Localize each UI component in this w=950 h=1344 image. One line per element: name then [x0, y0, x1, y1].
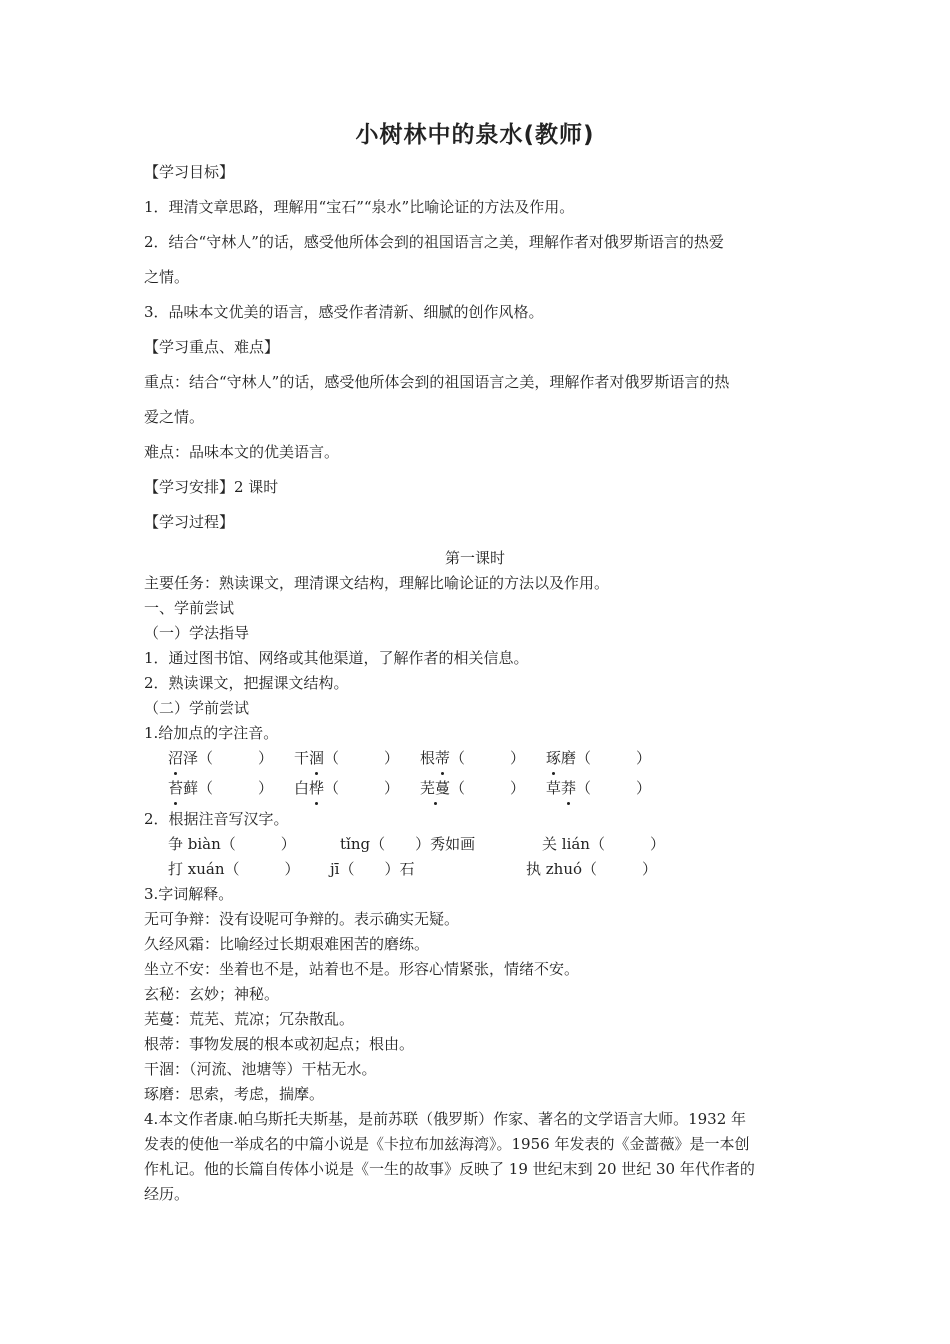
pinyin-item: 沼泽（ ）	[168, 749, 274, 767]
hanzi-item: 关 lián（ ）	[542, 835, 665, 853]
dotted-char: 沼	[168, 749, 184, 767]
lesson-heading: 第一课时	[444, 549, 505, 567]
guide-item-2: 2．熟读课文，把握课文结构。	[144, 674, 349, 692]
subsection-try: （二）学前尝试	[144, 699, 250, 717]
definition-item: 芜蔓：荒芜、荒凉；冗杂散乱。	[144, 1010, 355, 1028]
guide-item-1: 1．通过图书馆、网络或其他渠道，了解作者的相关信息。	[144, 649, 529, 667]
goal-item-3: 3．品味本文优美的语言，感受作者清新、细腻的创作风格。	[144, 303, 544, 321]
hanzi-item: 执 zhuó（ ）	[526, 860, 658, 878]
definition-item: 久经风霜：比喻经过长期艰难困苦的磨练。	[144, 935, 430, 953]
pinyin-item: 苔藓（ ）	[168, 779, 274, 797]
page-title: 小树林中的泉水(教师)	[355, 122, 595, 148]
dotted-char: 琢	[546, 749, 562, 767]
goal-item-2-cont: 之情。	[144, 268, 190, 286]
question-2: 2．根据注音写汉字。	[144, 810, 289, 828]
hanzi-item: jī（ ）石	[330, 860, 415, 878]
pinyin-item: 琢磨（ ）	[546, 749, 652, 767]
keypoint-text-cont: 爱之情。	[144, 408, 205, 426]
author-paragraph-line: 作札记。他的长篇自传体小说是《一生的故事》反映了 19 世纪末到 20 世纪 30 年代作者的	[144, 1160, 755, 1178]
pinyin-item: 根蒂（ ）	[420, 749, 526, 767]
definition-item: 根蒂：事物发展的根本或初起点；根由。	[144, 1035, 415, 1053]
definition-item: 坐立不安：坐着也不是，站着也不是。形容心情紧张，情绪不安。	[144, 960, 580, 978]
definition-item: 干涸：（河流、池塘等）干枯无水。	[144, 1060, 377, 1078]
difficulty-text: 难点：品味本文的优美语言。	[144, 443, 340, 461]
section-pre-study: 一、学前尝试	[144, 599, 235, 617]
author-paragraph-line: 经历。	[144, 1185, 190, 1203]
pinyin-item: 干涸（ ）	[294, 749, 400, 767]
author-paragraph-line: 4.本文作者康.帕乌斯托夫斯基，是前苏联（俄罗斯）作家、著名的文学语言大师。1932 年	[144, 1110, 747, 1128]
definition-item: 无可争辩：没有设呢可争辩的。表示确实无疑。	[144, 910, 460, 928]
dotted-char: 苔	[168, 779, 184, 797]
section-heading-process: 【学习过程】	[144, 513, 235, 531]
dotted-char: 蒂	[435, 749, 451, 767]
subsection-method: （一）学法指导	[144, 624, 250, 642]
hanzi-item: 争 biàn（ ）	[168, 835, 296, 853]
hanzi-item: tǐng（ ）秀如画	[340, 835, 476, 853]
hanzi-item: 打 xuán（ ）	[168, 860, 300, 878]
goal-item-1: 1．理清文章思路，理解用“宝石”“泉水”比喻论证的方法及作用。	[144, 198, 575, 216]
dotted-char: 芜蔓	[420, 779, 451, 797]
definition-item: 琢磨：思索，考虑，揣摩。	[144, 1085, 325, 1103]
pinyin-item: 芜蔓（ ）	[420, 779, 526, 797]
goal-item-2: 2．结合“守林人”的话，感受他所体会到的祖国语言之美，理解作者对俄罗斯语言的热爱	[144, 233, 724, 251]
question-1: 1.给加点的字注音。	[144, 724, 279, 742]
definition-item: 玄秘：玄妙；神秘。	[144, 985, 280, 1003]
pinyin-item: 白桦（ ）	[294, 779, 400, 797]
section-heading-goals: 【学习目标】	[144, 163, 235, 181]
author-paragraph-line: 发表的使他一举成名的中篇小说是《卡拉布加兹海湾》。1956 年发表的《金蔷薇》是一本创	[144, 1135, 750, 1153]
dotted-char: 莽	[561, 779, 577, 797]
dotted-char: 桦	[309, 779, 325, 797]
section-heading-keypoints: 【学习重点、难点】	[144, 338, 280, 356]
question-3: 3.字词解释。	[144, 885, 234, 903]
section-heading-arrangement: 【学习安排】2 课时	[144, 478, 279, 496]
keypoint-text: 重点：结合“守林人”的话，感受他所体会到的祖国语言之美，理解作者对俄罗斯语言的热	[144, 373, 730, 391]
dotted-char: 涸	[309, 749, 325, 767]
pinyin-item: 草莽（ ）	[546, 779, 652, 797]
main-task: 主要任务：熟读课文，理清课文结构，理解比喻论证的方法以及作用。	[144, 574, 610, 592]
